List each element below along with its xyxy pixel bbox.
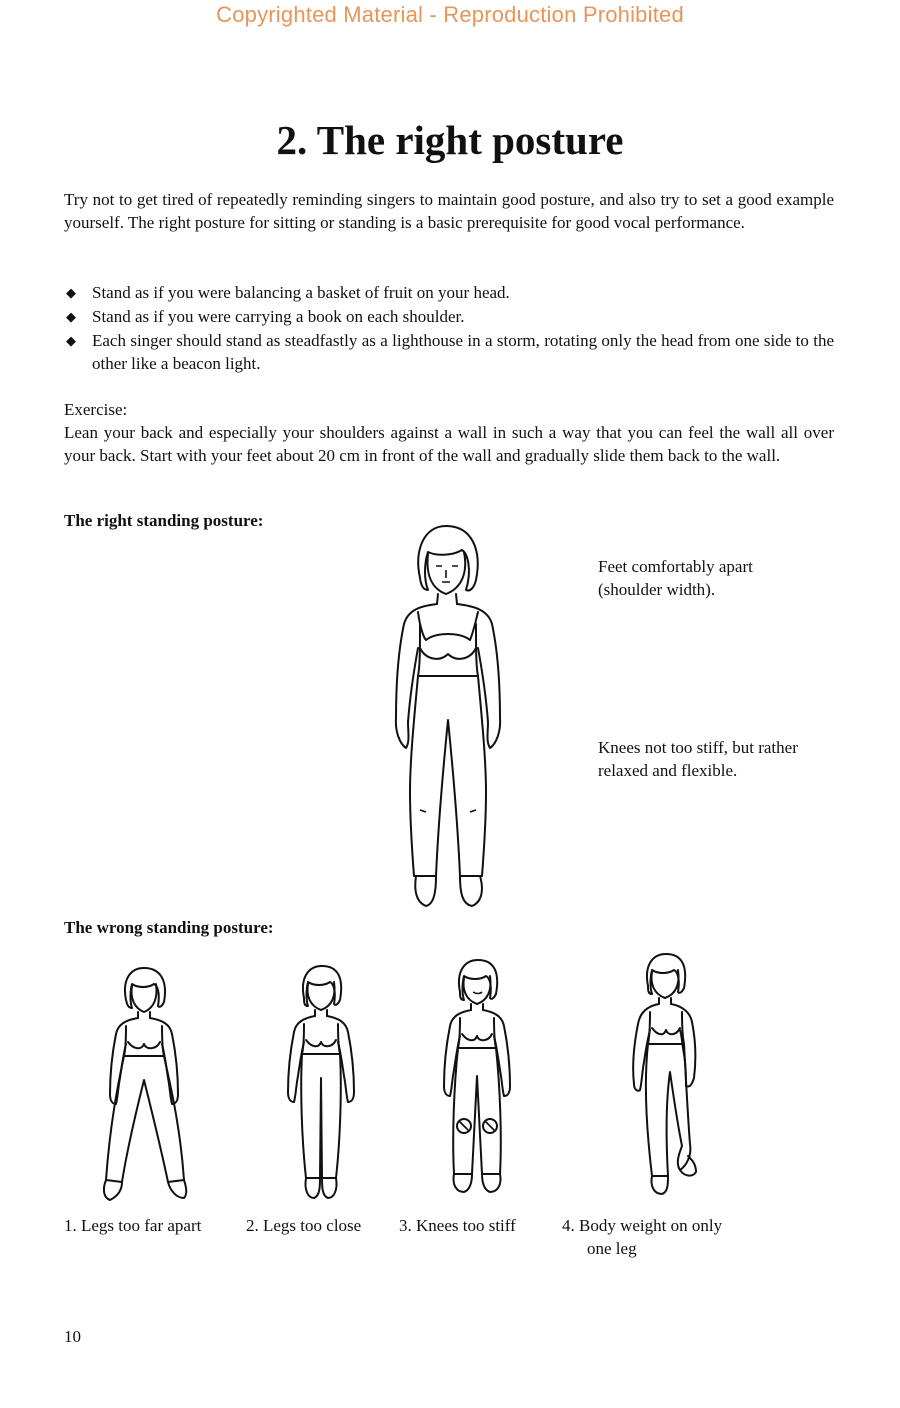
copyright-watermark: Copyrighted Material - Reproduction Prohibited	[216, 2, 684, 27]
caption-legs-too-close: 2. Legs too close	[246, 1216, 362, 1235]
feet-note: Feet comfortably apart (shoulder width).	[598, 557, 753, 599]
right-posture-heading: The right standing posture:	[64, 511, 264, 530]
right-posture-figure	[380, 520, 520, 912]
caption-line: one leg	[587, 1239, 637, 1258]
wrong-posture-figure-2	[278, 962, 364, 1202]
bullet-icon: ◆	[66, 309, 76, 324]
intro-paragraph: Try not to get tired of repeatedly reminding singers to maintain good posture, and also try to set a good example yourself. The right posture for sitting or standing is a basic prerequisite for good vocal performance.	[64, 190, 834, 232]
exercise-text: Lean your back and especially your shoulders against a wall in such a way that you can feel the wall all over your back. Start with your feet about 20 cm in front of the wall and gradually slide them back to the wall.	[64, 423, 834, 465]
knees-note: Knees not too stiff, but rather relaxed and flexible.	[598, 738, 798, 780]
exercise-label: Exercise:	[64, 400, 128, 419]
bullet-icon: ◆	[66, 285, 76, 300]
list-item: ◆ Each singer should stand as steadfastly as a lighthouse in a storm, rotating only the head from one side to the other like a beacon light.	[66, 331, 834, 373]
page-number: 10	[64, 1327, 81, 1346]
caption-weight-on-one-leg	[562, 1214, 722, 1260]
bullet-icon: ◆	[66, 333, 76, 348]
list-item: ◆ Stand as if you were balancing a basket of fruit on your head.	[66, 283, 510, 302]
wrong-posture-figure-3	[434, 956, 520, 1200]
tips-list	[64, 281, 834, 376]
list-item: ◆ Stand as if you were carrying a book on each shoulder.	[66, 307, 465, 326]
page-title: 2. The right posture	[276, 117, 624, 163]
wrong-posture-figure-1	[98, 964, 194, 1204]
caption-legs-too-far-apart: 1. Legs too far apart	[64, 1216, 202, 1235]
wrong-posture-figure-4	[620, 950, 710, 1200]
caption-line: 4. Body weight on only	[562, 1216, 723, 1235]
caption-knees-too-stiff: 3. Knees too stiff	[399, 1216, 516, 1235]
wrong-posture-heading: The wrong standing posture:	[64, 918, 274, 937]
